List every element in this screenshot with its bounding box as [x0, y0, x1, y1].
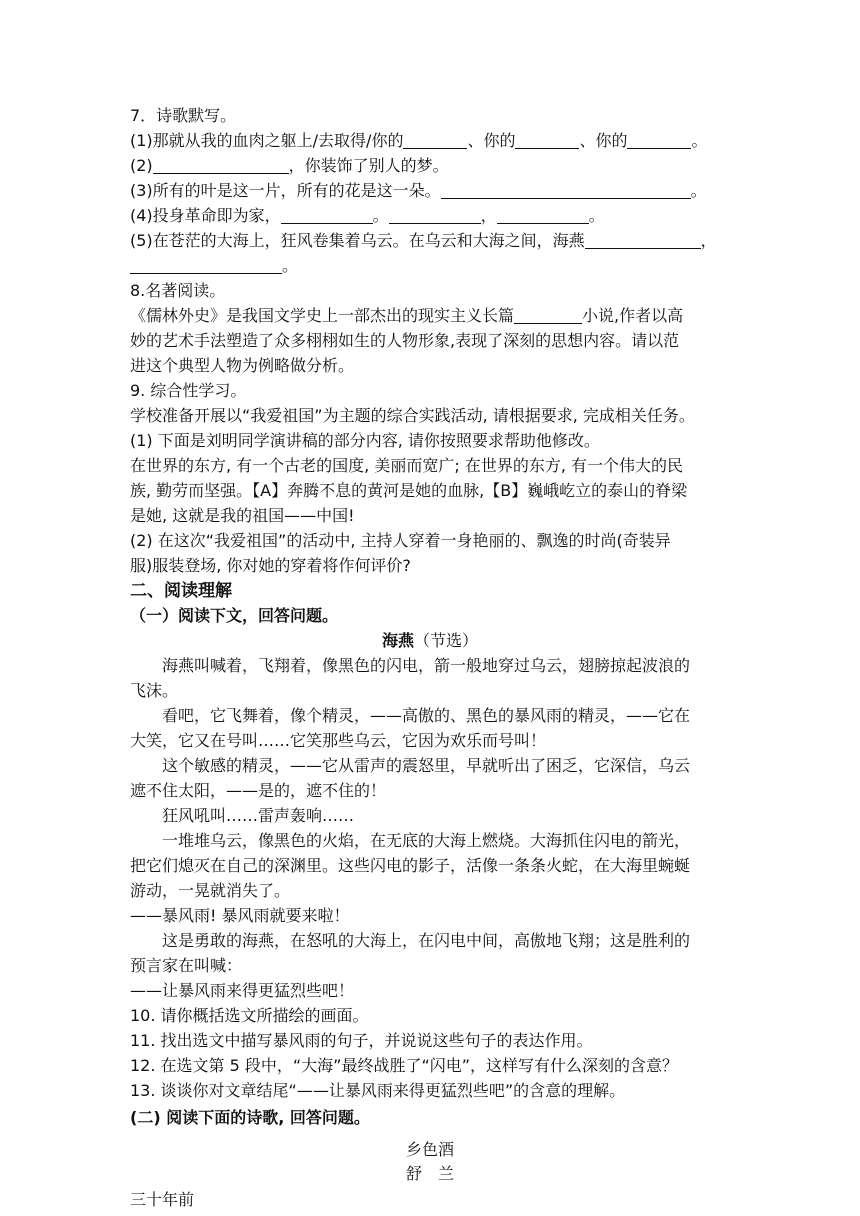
passage-paragraph-3: 这个敏感的精灵，——它从雷声的震怒里，早就听出了困乏，它深信，乌云	[162, 756, 691, 775]
q7-item-3: (3)所有的叶是这一片，所有的花是这一朵。 。	[130, 181, 707, 200]
answer-blank[interactable]	[497, 207, 589, 224]
q9-line-1: 学校准备开展以“我爱祖国”为主题的综合实践活动, 请根据要求, 完成相关任务。	[130, 406, 695, 425]
passage-paragraph-8: ——让暴风雨来得更猛烈些吧！	[130, 981, 355, 1000]
question-12: 12. 在选文第 5 段中，“大海”最终战胜了“闪电”，这样写有什么深刻的含意？	[130, 1056, 679, 1075]
subsection-1-heading: （一）阅读下文，回答问题。	[130, 606, 339, 625]
question-13: 13. 谈谈你对文章结尾“——让暴风雨来得更猛烈些吧”的含意的理解。	[130, 1081, 626, 1100]
passage-paragraph-1-cont: 飞沫。	[130, 681, 179, 700]
q9-line-7: 服)服装登场, 你对她的穿着将作何评价?	[130, 556, 411, 575]
answer-blank[interactable]	[441, 182, 691, 199]
q8-line-3: 进这个典型人物为例略做分析。	[130, 356, 355, 375]
poem-author: 舒 兰	[405, 1164, 454, 1183]
passage-paragraph-2-cont: 大笑，它又在号叫……它笑那些乌云，它因为欢乐而号叫！	[130, 731, 547, 750]
q9-line-4: 族, 勤劳而坚强。【A】奔腾不息的黄河是她的血脉,【B】巍峨屹立的泰山的脊梁	[130, 481, 688, 500]
passage-paragraph-5: 一堆堆乌云，像黑色的火焰，在无底的大海上燃烧。大海抓住闪电的箭光，	[162, 831, 691, 850]
subsection-2-heading: (二) 阅读下面的诗歌, 回答问题。	[130, 1108, 370, 1127]
q9-line-2: (1) 下面是刘明同学演讲稿的部分内容, 请你按照要求帮助他修改。	[130, 431, 600, 450]
passage-paragraph-3-cont: 遮不住太阳，——是的，遮不住的！	[130, 781, 387, 800]
poem-title: 乡色酒	[405, 1140, 454, 1159]
answer-blank[interactable]	[281, 207, 373, 224]
q9-line-6: (2) 在这次“我爱祖国”的活动中, 主持人穿着一身艳丽的、飘逸的时尚(奇装异	[130, 531, 671, 550]
passage-paragraph-7: 这是勇敢的海燕，在怒吼的大海上，在闪电中间，高傲地飞翔；这是胜利的	[162, 931, 691, 950]
poem-line-1: 三十年前	[130, 1190, 195, 1209]
answer-blank[interactable]	[389, 207, 481, 224]
answer-blank[interactable]	[585, 232, 701, 249]
q8-title: 8.名著阅读。	[130, 281, 226, 300]
answer-blank[interactable]	[153, 157, 289, 174]
passage-paragraph-5-cont: 游动，一晃就消失了。	[130, 881, 291, 900]
question-11: 11. 找出选文中描写暴风雨的句子，并说说这些句子的表达作用。	[130, 1031, 593, 1050]
section-heading: 二、阅读理解	[130, 581, 232, 601]
question-10: 10. 请你概括选文所描绘的画面。	[130, 1006, 369, 1025]
q9-title: 9. 综合性学习。	[130, 381, 247, 400]
passage-paragraph-5-cont: 把它们熄灭在自己的深渊里。这些闪电的影子，活像一条条火蛇，在大海里蜿蜒	[130, 856, 691, 875]
answer-blank[interactable]	[515, 132, 579, 149]
passage-paragraph-7-cont: 预言家在叫喊：	[130, 956, 243, 975]
passage-paragraph-1: 海燕叫喊着，飞翔着，像黑色的闪电，箭一般地穿过乌云，翅膀掠起波浪的	[162, 656, 691, 675]
q7-item-4: (4)投身革命即为家， 。 ， 。	[130, 206, 605, 225]
q7-item-1: (1)那就从我的血肉之躯上/去取得/你的 、你的 、你的 。	[130, 131, 708, 150]
q7-item-2: (2) ，你装饰了别人的梦。	[130, 156, 449, 175]
passage-paragraph-6: ——暴风雨! 暴风雨就要来啦！	[130, 906, 350, 925]
q8-line-2: 妙的艺术手法塑造了众多栩栩如生的人物形象,表现了深刻的思想内容。请以范	[130, 331, 680, 350]
answer-blank[interactable]	[514, 307, 582, 324]
q9-line-5: 是她, 这就是我的祖国——中国!	[130, 506, 355, 525]
answer-blank[interactable]	[627, 132, 691, 149]
passage-title: 海燕（节选）	[381, 631, 479, 650]
answer-blank[interactable]	[130, 257, 282, 274]
passage-paragraph-4: 狂风吼叫……雷声轰响……	[162, 806, 355, 825]
answer-blank[interactable]	[403, 132, 467, 149]
passage-paragraph-2: 看吧，它飞舞着，像个精灵，——高傲的、黑色的暴风雨的精灵，——它在	[162, 706, 691, 725]
q7-item-5-cont: 。	[130, 254, 730, 278]
q9-line-3: 在世界的东方, 有一个古老的国度, 美丽而宽广; 在世界的东方, 有一个伟大的民	[130, 456, 683, 475]
q8-line-1: 《儒林外史》是我国文学史上一部杰出的现实主义长篇 小说,作者以高	[130, 306, 684, 325]
q7-item-5: (5)在苍茫的大海上，狂风卷集着乌云。在乌云和大海之间，海燕 ，	[130, 231, 717, 250]
q7-title: 7．诗歌默写。	[130, 106, 237, 125]
